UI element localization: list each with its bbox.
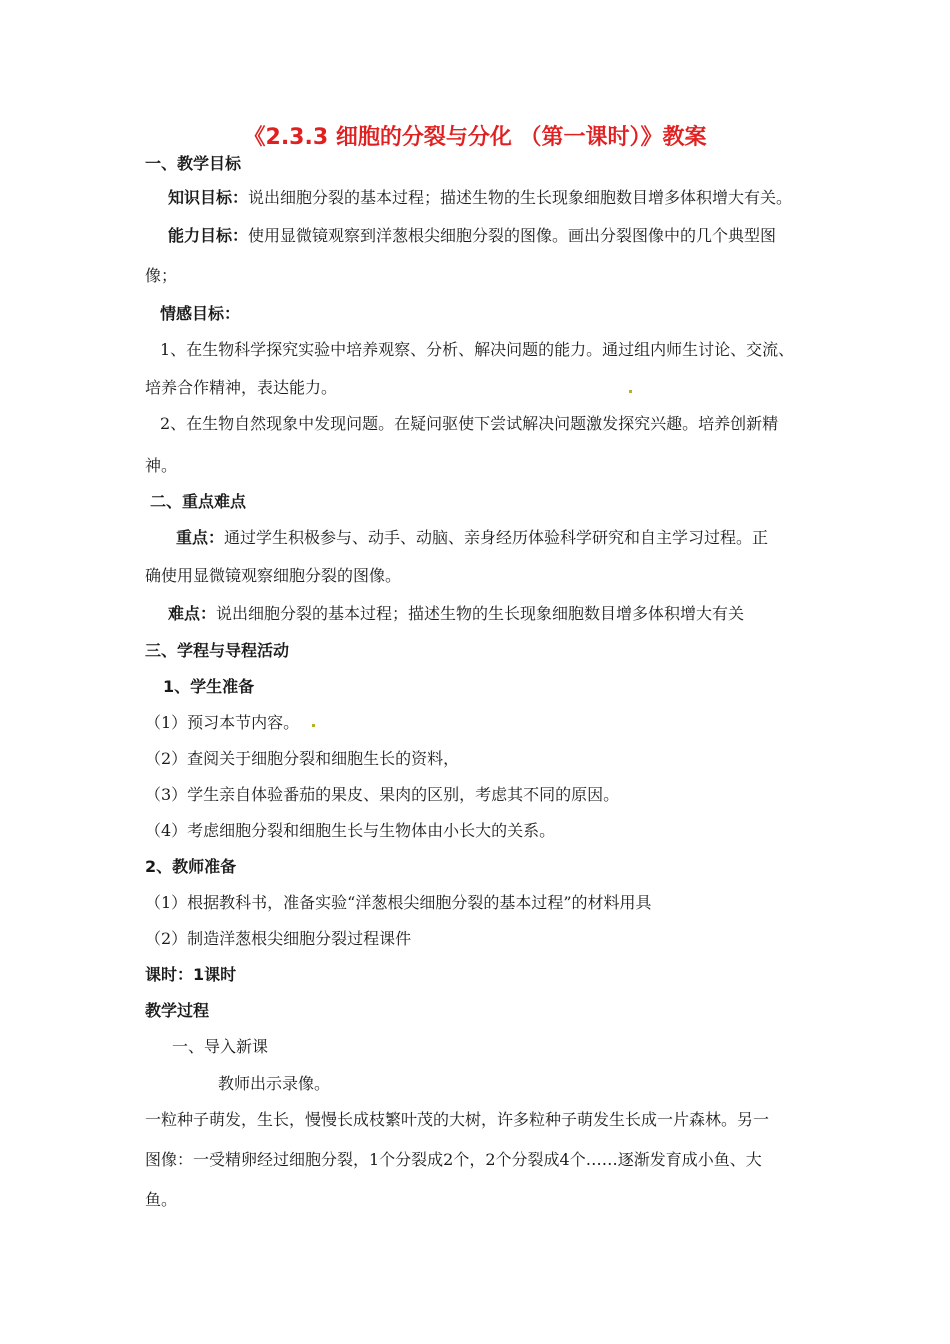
stray-mark <box>629 390 632 393</box>
key-point <box>176 528 768 548</box>
class-hours: 课时：1课时 <box>145 965 237 984</box>
emotion-item-2-continued: 神。 <box>145 456 178 475</box>
step-introduction: 一、导入新课 <box>172 1037 269 1056</box>
ability-goal-continued: 像； <box>145 266 178 285</box>
teacher-video-note: 教师出示录像。 <box>218 1074 331 1093</box>
section-heading-key-points: 二、重点难点 <box>150 492 247 511</box>
difficult-point-label: 难点： <box>168 604 217 623</box>
section-heading-activities: 三、学程与导程活动 <box>145 641 290 660</box>
ability-goal-label: 能力目标： <box>168 226 249 245</box>
key-point-text: 通过学生积极参与、动手、动脑、亲身经历体验科学研究和自主学习过程。正 <box>224 528 769 547</box>
intro-paragraph-line-2: 图像：一受精卵经过细胞分裂，1个分裂成2个，2个分裂成4个……逐渐发育成小鱼、大 <box>145 1150 762 1169</box>
difficult-point-text: 说出细胞分裂的基本过程；描述生物的生长现象细胞数目增多体积增大有关 <box>216 604 745 623</box>
key-point-label: 重点： <box>176 528 225 547</box>
stray-mark <box>312 724 315 727</box>
section-heading-objectives: 一、教学目标 <box>145 154 242 173</box>
teacher-prep-item: （2）制造洋葱根尖细胞分裂过程课件 <box>145 929 412 948</box>
teacher-prep-heading: 2、教师准备 <box>145 857 237 876</box>
intro-paragraph-line-1: 一粒种子萌发，生长，慢慢长成枝繁叶茂的大树，许多粒种子萌发生长成一片森林。另一 <box>145 1110 770 1129</box>
ability-goal <box>168 226 776 246</box>
emotion-item-2: 2、在生物自然现象中发现问题。在疑问驱使下尝试解决问题激发探究兴趣。培养创新精 <box>160 414 779 433</box>
knowledge-goal-label: 知识目标： <box>168 188 249 207</box>
knowledge-goal-text: 说出细胞分裂的基本过程；描述生物的生长现象细胞数目增多体积增大有关。 <box>248 188 793 207</box>
emotion-item-1: 1、在生物科学探究实验中培养观察、分析、解决问题的能力。通过组内师生讨论、交流、 <box>160 340 795 359</box>
ability-goal-text: 使用显微镜观察到洋葱根尖细胞分裂的图像。画出分裂图像中的几个典型图 <box>248 226 777 245</box>
student-prep-heading: 1、学生准备 <box>163 677 255 696</box>
student-prep-item: （1）预习本节内容。 <box>145 713 300 732</box>
key-point-continued: 确使用显微镜观察细胞分裂的图像。 <box>145 566 402 585</box>
emotion-goal-label: 情感目标： <box>160 304 241 323</box>
teaching-process-heading: 教学过程 <box>145 1001 210 1020</box>
knowledge-goal <box>168 188 792 208</box>
intro-paragraph-line-3: 鱼。 <box>145 1190 178 1209</box>
document-title: 《2.3.3 细胞的分裂与分化 （第一课时）》教案 <box>243 125 707 150</box>
student-prep-item: （2）查阅关于细胞分裂和细胞生长的资料， <box>145 749 460 768</box>
student-prep-item: （4）考虑细胞分裂和细胞生长与生物体由小长大的关系。 <box>145 821 556 840</box>
difficult-point <box>168 604 744 624</box>
teacher-prep-item: （1）根据教科书，准备实验“洋葱根尖细胞分裂的基本过程”的材料用具 <box>145 893 652 912</box>
student-prep-item: （3）学生亲自体验番茄的果皮、果肉的区别，考虑其不同的原因。 <box>145 785 620 804</box>
emotion-item-1-continued: 培养合作精神，表达能力。 <box>145 378 338 397</box>
